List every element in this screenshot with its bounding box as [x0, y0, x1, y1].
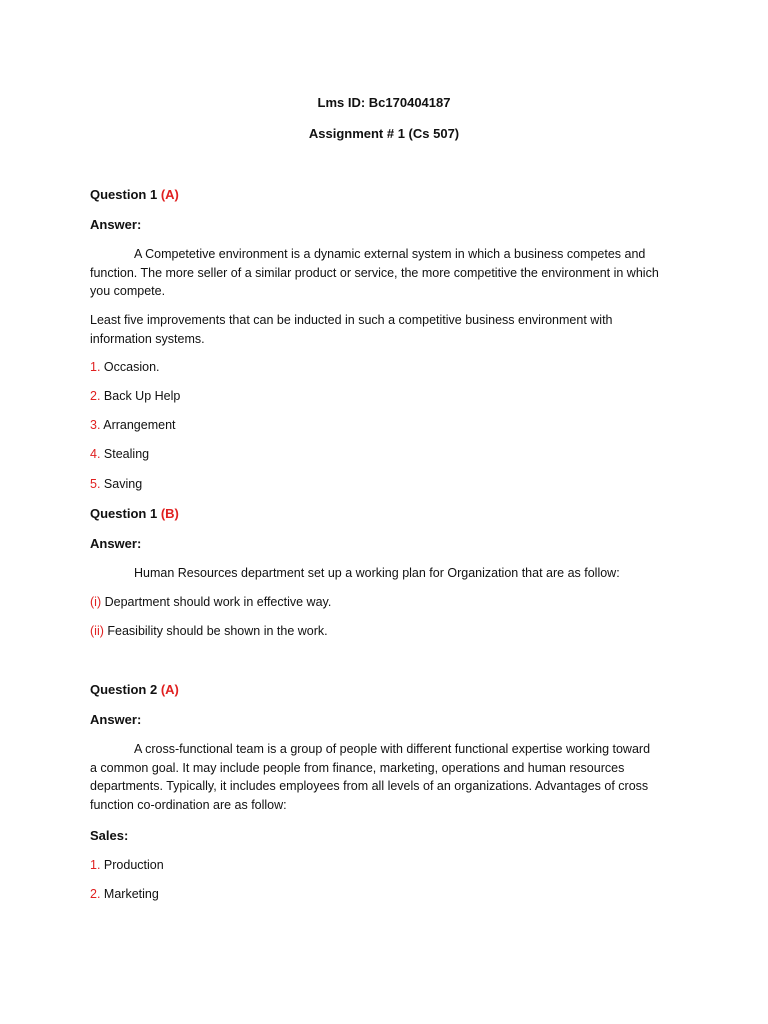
list-number: 2. — [90, 389, 101, 403]
list-item — [90, 885, 690, 904]
list-number: 1. — [90, 360, 101, 374]
list-text: Saving — [103, 477, 143, 491]
sales-label: Sales: — [90, 828, 129, 843]
question-label: Question 1 — [90, 187, 158, 202]
list-item — [90, 475, 690, 494]
question-label: Question 1 — [90, 506, 158, 521]
list-text: Occasion. — [103, 360, 160, 374]
question-1b-heading — [90, 505, 690, 524]
question-2a-heading — [90, 681, 690, 700]
answer-label: Answer: — [90, 536, 142, 551]
lms-id: Lms ID: Bc170404187 — [317, 95, 451, 110]
assignment-title: Assignment # 1 (Cs 507) — [308, 126, 460, 141]
list-number: 4. — [90, 447, 101, 461]
answer-label: Answer: — [90, 712, 142, 727]
question-part: (A) — [160, 682, 179, 697]
list-number: (i) — [90, 595, 102, 609]
list-item — [90, 622, 690, 641]
q1a-paragraph-1 — [90, 245, 690, 301]
paragraph-line: a common goal. It may include people from finance, marketing, operations and human resources — [90, 760, 625, 775]
list-text: Arrangement — [103, 418, 176, 432]
list-text: Department should work in effective way. — [104, 595, 332, 609]
list-number: 3. — [90, 418, 101, 432]
list-text: Stealing — [103, 447, 150, 461]
paragraph-line: function co-ordination are as follow: — [90, 797, 287, 812]
list-number: (ii) — [90, 624, 104, 638]
paragraph-line: A cross-functional team is a group of people with different functional expertise working toward — [134, 742, 651, 756]
q2a-paragraph — [90, 740, 690, 814]
question-part: (A) — [160, 187, 179, 202]
question-part: (B) — [160, 506, 179, 521]
list-number: 2. — [90, 887, 101, 901]
question-label: Question 2 — [90, 682, 158, 697]
paragraph-line: Least five improvements that can be inducted in such a competitive business environment with — [90, 313, 613, 327]
paragraph-line: information systems. — [90, 331, 205, 346]
paragraph-line: function. The more seller of a similar product or service, the more competitive the environment in which — [90, 265, 659, 280]
list-item — [90, 593, 690, 612]
list-number: 1. — [90, 858, 101, 872]
list-item — [90, 445, 690, 464]
answer-label: Answer: — [90, 217, 142, 232]
list-item — [90, 358, 690, 377]
paragraph-line: A Competetive environment is a dynamic external system in which a business competes and — [134, 247, 646, 261]
list-item — [90, 856, 690, 875]
question-1a-heading — [90, 186, 690, 205]
list-text: Feasibility should be shown in the work. — [107, 624, 328, 638]
list-item — [90, 416, 690, 435]
q1a-paragraph-2 — [90, 311, 690, 348]
list-text: Marketing — [103, 887, 159, 901]
list-number: 5. — [90, 477, 101, 491]
list-text: Production — [103, 858, 164, 872]
paragraph-line: you compete. — [90, 284, 166, 298]
list-item — [90, 387, 690, 406]
list-text: Back Up Help — [103, 389, 181, 403]
q1b-intro: Human Resources department set up a working plan for Organization that are as follow: — [134, 566, 620, 580]
paragraph-line: departments. Typically, it includes employees from all levels of an organizations. Advantages of cross — [90, 779, 649, 793]
